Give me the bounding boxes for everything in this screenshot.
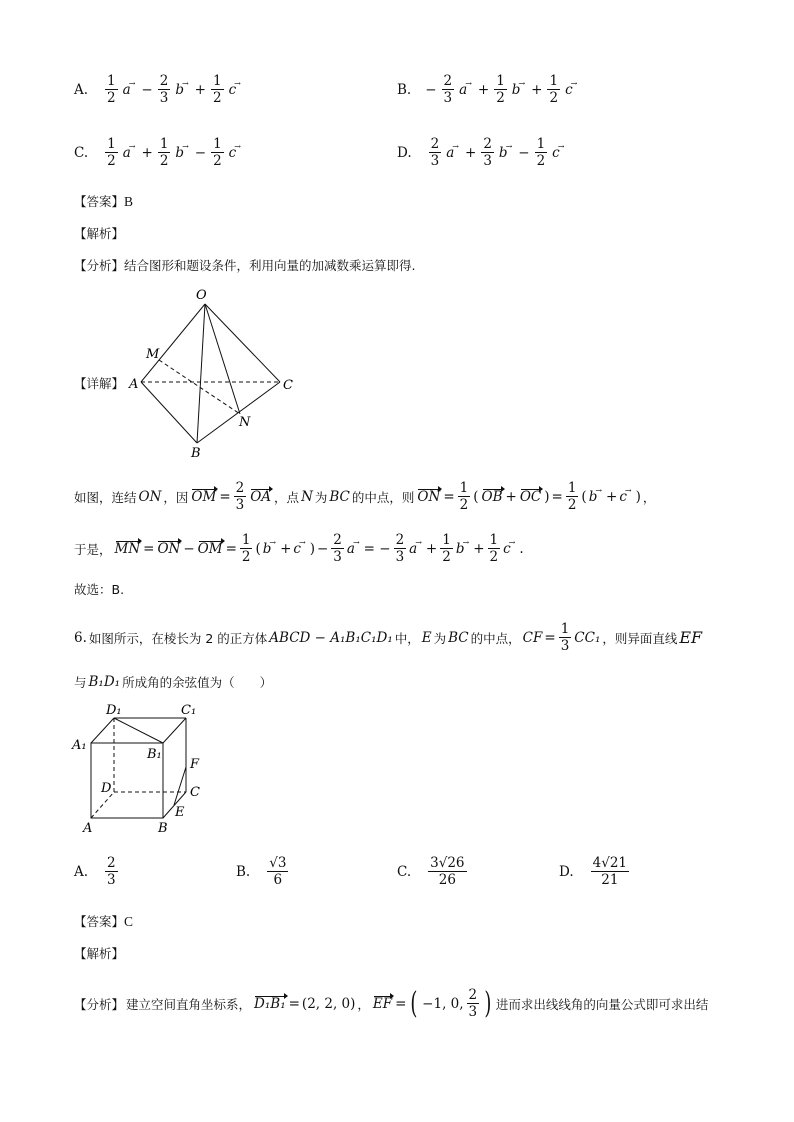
option-letter: A. (74, 81, 89, 98)
question-number: 6. (74, 629, 87, 646)
q5-analysis-label: 【解析】 (74, 226, 125, 241)
q5-detail-line-2: 于是， MN = ON − OM = $\frac{1}{2}$ ( b → + c → ) − $\frac{2}{3}$ a → = − $\frac{2}{3}$ a → + $\frac{1}{2}$ b → + $\frac{1}{2}$ c → . (74, 533, 524, 564)
q5-answer (74, 192, 133, 210)
q6-stem-line-2: 与 B₁D₁ 所成角的余弦值为（ ） (74, 674, 273, 690)
q5-option-c[interactable]: C. $\frac{1}{2}$ a → + $\frac{1}{2}$ b → − $\frac{1}{2}$ c → (74, 137, 243, 168)
option-letter: B. (397, 81, 412, 98)
option-letter: B. (236, 863, 251, 880)
label-F: F (190, 757, 200, 772)
q5-detail-label: 【详解】 (74, 376, 125, 391)
q6-analysis-label: 【解析】 (74, 946, 125, 961)
label-A1: A₁ (72, 738, 87, 753)
label-C: C (190, 785, 200, 800)
label-B: B (158, 821, 168, 836)
q6-option-c[interactable]: C. $\frac{3√26}{26}$ (397, 855, 465, 889)
q5-fenxi (74, 256, 416, 274)
q5-detail-line-1: 如图，连结 ON ，因 OM = $\frac{2}{3}$ OA ，点 N 为 BC 的中点，则 ON = $\frac{1}{2}$ ( OB + OC ) = $\frac{1}{2}$ ( b → + c → ) ， (74, 481, 655, 512)
label-M: M (146, 347, 160, 362)
q5-option-b[interactable]: B. − $\frac{2}{3}$ a → + $\frac{1}{2}$ b → + $\frac{1}{2}$ c → (397, 74, 579, 105)
q5-conclusion: 故选：B. (74, 582, 125, 597)
label-B1: B₁ (147, 747, 162, 762)
fenxi-label: 【分析】 (74, 996, 125, 1012)
option-letter: C. (397, 863, 412, 880)
answer-label: 【答案】 (74, 194, 125, 209)
label-B: B (191, 446, 201, 460)
tetrahedron-figure (125, 285, 305, 460)
label-C: C (283, 378, 293, 393)
q6-option-d[interactable]: D. $\frac{4√21}{21}$ (559, 855, 628, 889)
label-N: N (239, 415, 251, 430)
label-D1: D₁ (106, 703, 122, 718)
q6-stem-line-1: 6. 如图所示，在棱长为 2 的正方体 ABCD − A₁B₁C₁D₁ 中， E 为 BC 的中点， CF = $\frac{1}{3}$ CC₁ ，则异面直线 EF (74, 621, 703, 655)
q6-fenxi: 【分析】 建立空间直角坐标系， D₁B₁ = (2, 2, 0) ， EF = ( −1, 0, $\frac{2}{3}$ ) 进而求出线线角的向量公式即可求出结 (74, 986, 709, 1021)
option-letter: D. (559, 863, 574, 880)
answer-value: C (124, 914, 134, 929)
label-E: E (175, 805, 185, 820)
q6-answer (74, 912, 133, 930)
label-O: O (196, 288, 207, 303)
q5-option-a[interactable]: A. $\frac{1}{2}$ a → − $\frac{2}{3}$ b → + $\frac{1}{2}$ c → (74, 74, 243, 105)
q6-option-a[interactable]: A. $\frac{2}{3}$ (74, 855, 116, 889)
label-A: A (129, 377, 139, 392)
answer-label: 【答案】 (74, 914, 125, 929)
option-letter: A. (74, 863, 89, 880)
q6-option-b[interactable]: B. $\frac{√3}{6}$ (236, 855, 287, 889)
label-A: A (83, 821, 93, 836)
fenxi-text: 结合图形和题设条件，利用向量的加减数乘运算即得. (124, 258, 416, 273)
fenxi-label: 【分析】 (74, 258, 125, 273)
label-C1: C₁ (181, 703, 197, 718)
label-D: D (101, 781, 112, 796)
q5-option-d[interactable]: D. $\frac{2}{3}$ a → + $\frac{2}{3}$ b → − $\frac{1}{2}$ c → (397, 137, 566, 168)
option-letter: D. (397, 144, 412, 161)
cube-figure (70, 700, 220, 838)
option-letter: C. (74, 144, 89, 161)
answer-value: B (124, 194, 134, 209)
